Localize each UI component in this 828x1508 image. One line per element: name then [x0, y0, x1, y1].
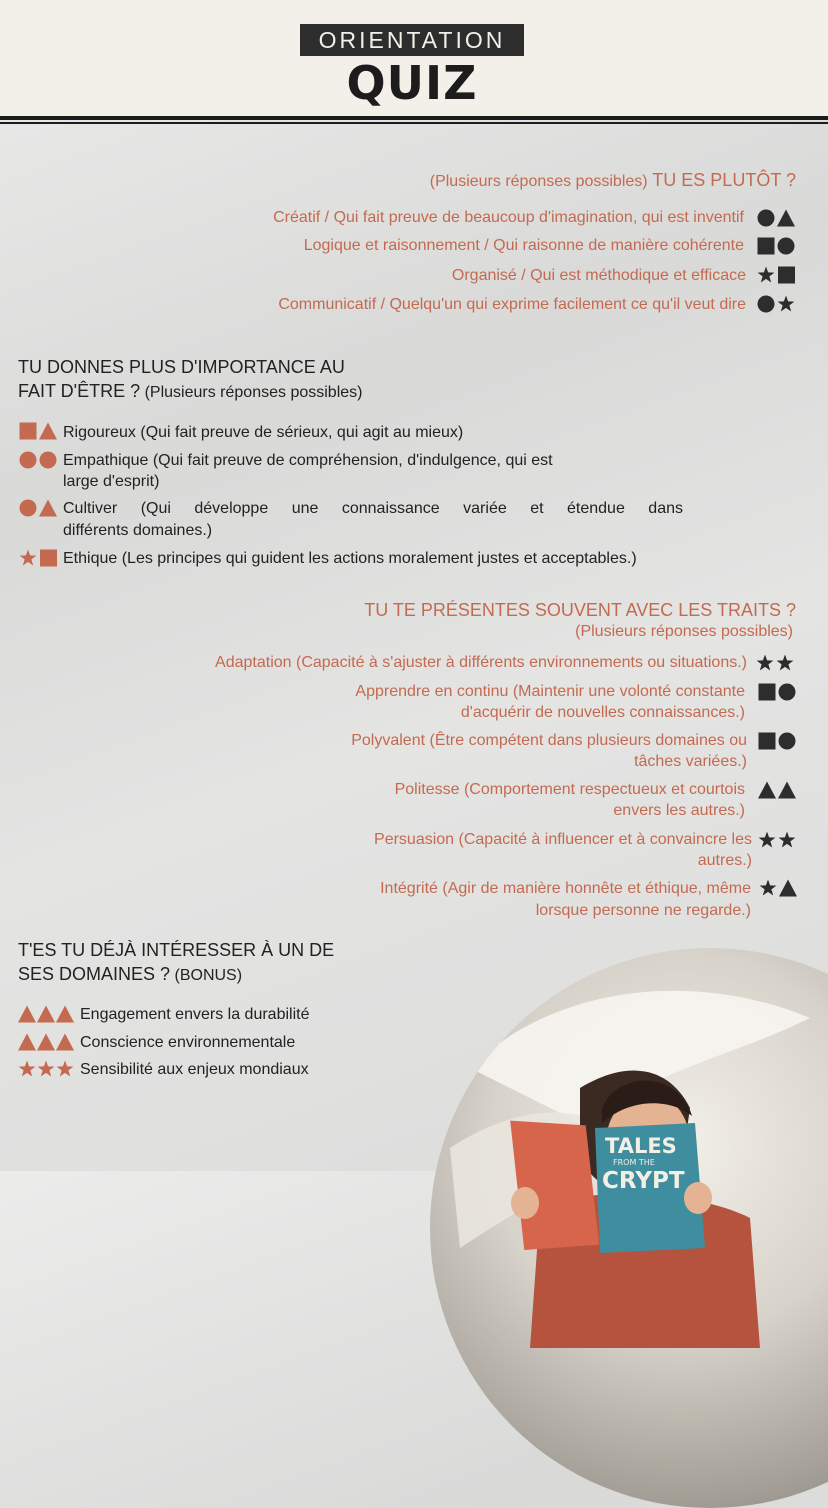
q1-option-3[interactable]: Organisé / Qui est méthodique et efficace — [451, 267, 746, 284]
circle-icon — [778, 238, 795, 255]
triangle-icon — [18, 1034, 36, 1051]
circle-icon — [20, 500, 37, 517]
q1-question: TU ES PLUTÔT ? — [652, 170, 796, 190]
q2-option-1[interactable]: Rigoureux (Qui fait preuve de sérieux, qui agit au mieux) — [63, 424, 464, 441]
star-icon — [57, 1061, 74, 1077]
comic-title-top: TALES — [605, 1134, 677, 1158]
q2-option-3[interactable]: Cultiver (Qui développe une connaissance variée et étendue dans — [63, 500, 683, 517]
square-icon — [759, 733, 776, 750]
q4-hint: (BONUS) — [174, 967, 243, 984]
header-band — [0, 0, 828, 116]
q2-hint: (Plusieurs réponses possibles) — [144, 384, 363, 401]
header-divider-thin — [0, 122, 828, 124]
q2-option-3-cont: différents domaines.) — [63, 522, 213, 539]
q4-question-line2: SES DOMAINES ? — [18, 964, 171, 984]
q1-option-4-icons — [757, 295, 797, 313]
triangle-icon — [56, 1034, 74, 1051]
triangle-icon — [37, 1006, 55, 1023]
star-icon — [779, 832, 796, 848]
q1-heading — [236, 170, 796, 192]
q4-heading — [18, 964, 242, 986]
circle-icon — [779, 684, 796, 701]
square-icon — [759, 684, 776, 701]
q3-option-4-cont: envers les autres.) — [613, 802, 745, 819]
q3-question: TU TE PRÉSENTES SOUVENT AVEC LES TRAITS ? — [364, 600, 796, 620]
q2-option-1-icons — [19, 422, 59, 440]
star-icon — [778, 296, 795, 312]
q3-hint: (Plusieurs réponses possibles) — [575, 623, 793, 640]
q3-option-3[interactable]: Polyvalent (Être compétent dans plusieurs domaines ou — [351, 732, 747, 749]
q3-option-6-cont: lorsque personne ne regarde.) — [535, 902, 751, 919]
q3-option-4-icons — [758, 781, 798, 799]
star-icon — [757, 655, 774, 671]
circle-icon — [779, 733, 796, 750]
circle-icon — [758, 210, 775, 227]
comic-title-small: FROM THE — [613, 1158, 655, 1167]
q3-option-3-icons — [758, 732, 798, 750]
q4-option-2[interactable]: Conscience environnementale — [80, 1034, 296, 1051]
q2-option-3-icons — [19, 499, 59, 517]
q2-option-2-icons — [19, 451, 59, 469]
q3-option-4[interactable]: Politesse (Comportement respectueux et courtois — [394, 781, 745, 798]
q1-option-1[interactable]: Créatif / Qui fait preuve de beaucoup d'imagination, qui est inventif — [273, 209, 744, 226]
star-icon — [20, 550, 37, 566]
triangle-icon — [778, 782, 796, 799]
q1-option-4[interactable]: Communicatif / Quelqu'un qui exprime facilement ce qu'il veut dire — [278, 296, 746, 313]
q4-option-1[interactable]: Engagement envers la durabilité — [80, 1006, 310, 1023]
circle-icon — [40, 452, 57, 469]
q4-option-3[interactable]: Sensibilité aux enjeux mondiaux — [80, 1061, 309, 1078]
q4-option-3-icons — [18, 1060, 76, 1078]
square-icon — [758, 238, 775, 255]
q1-option-2[interactable]: Logique et raisonnement / Qui raisonne de manière cohérente — [303, 237, 744, 254]
q3-option-3-cont: tâches variées.) — [634, 753, 747, 770]
q2-question-line2: FAIT D'ÊTRE ? — [18, 381, 141, 401]
square-icon — [20, 423, 37, 440]
triangle-icon — [758, 782, 776, 799]
star-icon — [777, 655, 794, 671]
triangle-icon — [779, 880, 797, 897]
star-icon — [19, 1061, 36, 1077]
q2-option-4[interactable]: Ethique (Les principes qui guident les actions moralement justes et acceptables.) — [63, 550, 637, 567]
q3-option-6-icons — [759, 879, 799, 897]
square-icon — [778, 267, 795, 284]
q4-option-2-icons — [18, 1033, 76, 1051]
q2-option-4-icons — [19, 549, 59, 567]
q4-question-line1: T'ES TU DÉJÀ INTÉRESSER À UN DE — [18, 940, 335, 960]
q1-option-2-icons — [757, 237, 797, 255]
q3-option-2[interactable]: Apprendre en continu (Maintenir une volonté constante — [355, 683, 745, 700]
q1-hint: (Plusieurs réponses possibles) — [429, 173, 648, 190]
q3-option-6[interactable]: Intégrité (Agir de manière honnête et éthique, même — [380, 880, 751, 897]
q3-option-2-cont: d'acquérir de nouvelles connaissances.) — [460, 704, 745, 721]
q3-option-5-icons — [758, 831, 798, 849]
q2-heading — [18, 381, 362, 403]
square-icon — [40, 550, 57, 567]
q3-option-1-icons — [756, 654, 796, 672]
triangle-icon — [18, 1006, 36, 1023]
star-icon — [38, 1061, 55, 1077]
q1-option-3-icons — [757, 266, 797, 284]
star-icon — [760, 880, 777, 896]
q3-option-1[interactable]: Adaptation (Capacité à s'ajuster à différents environnements ou situations.) — [215, 654, 747, 671]
star-icon — [759, 832, 776, 848]
triangle-icon — [39, 500, 57, 517]
header-tag: ORIENTATION — [300, 24, 524, 56]
q2-option-2-cont: large d'esprit) — [63, 473, 160, 490]
comic-title-bottom: CRYPT — [602, 1168, 685, 1194]
triangle-icon — [56, 1006, 74, 1023]
triangle-icon — [39, 423, 57, 440]
header-divider — [0, 116, 828, 120]
illustration-boy-reading-comic — [430, 948, 828, 1508]
q2-option-2[interactable]: Empathique (Qui fait preuve de compréhension, d'indulgence, qui est — [63, 452, 553, 469]
circle-icon — [758, 296, 775, 313]
page-title: QUIZ — [346, 56, 478, 110]
star-icon — [758, 267, 775, 283]
q1-option-1-icons — [757, 209, 797, 227]
circle-icon — [20, 452, 37, 469]
triangle-icon — [37, 1034, 55, 1051]
q3-option-5[interactable]: Persuasion (Capacité à influencer et à convaincre les — [374, 831, 752, 848]
q3-option-5-cont: autres.) — [697, 852, 752, 869]
q2-question-line1: TU DONNES PLUS D'IMPORTANCE AU — [18, 357, 345, 377]
q3-option-2-icons — [758, 683, 798, 701]
triangle-icon — [777, 210, 795, 227]
q4-option-1-icons — [18, 1005, 76, 1023]
